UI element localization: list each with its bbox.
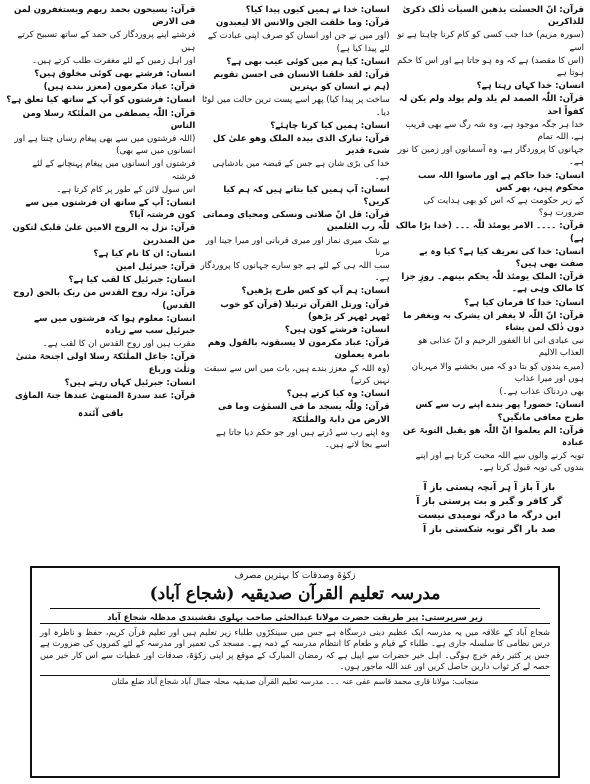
left-column-line: قرآن: جبرئیل امین [115,262,196,273]
left-column-line: انسان: معلوم ہوا کہ فرشتوں میں سے جبرئیل سب سے زیادہ [34,313,196,337]
right-column-line: قرآن: الم یعلموا انّ اللّٰہ ھو یقبل التوبۃ عن عبادہ [402,425,584,448]
poem-verse: باز آ باز آ ہر آنچہ ہستی باز آ [423,481,556,493]
left-column-line: انسان: جبرئیل کہاں رہتے ہیں؟ [64,377,196,388]
notice-footer: منجانب: مولانا قاری محمد قاسم عفی عنہ ۔۔۔ مدرسہ تعلیم القرآن صدیقیہ محلہ جمال آباد شجاع آباد ضلع ملتان [40,675,550,687]
poem-verse: گر کافر و گبر و بت پرستی باز آ [416,495,563,507]
left-column-line: انسان: فرشتے بھی کوئی مخلوق ہیں؟ [34,69,196,80]
right-column-line: کے زیر حکومت ہے کہ اس کو بھی ہدایت کی ضرورت ہو؟ [423,196,584,219]
right-column-line: انسان: خدا کا فرمان کیا ہے؟ [464,297,584,308]
middle-column-line: قرآن: وما خلقت الجن والانس الا لیعبدون [215,18,390,29]
middle-column-line: انسان: وہ کیا کرتے ہیں؟ [286,389,390,400]
left-column-line: قرآن: نزل بہ الروح الامین علیٰ قلبک لتکون من المنذرین [12,223,196,246]
middle-column-line: انسان: آپ ہمیں کیا بتاتے ہیں کہ ہم کیا کریں؟ [223,184,390,208]
right-column-line: قرآن: الملک یومئذ للّٰہ یحکم بینھم۔ روزِ جزا کا مالک وہی ہے۔ [401,272,584,295]
left-column-line: فرشتے اپنے پروردگار کی حمد کے ساتھ تسبیح کرتے ہیں [17,30,196,53]
continued-label: باقی آئندہ [77,409,124,420]
poem-verse: این درگہ ما درگہ نومیدی نیست [417,509,561,521]
left-column-line: (اللہ فرشتوں میں سے بھی پیغام رساں چنتا ہے اور انسانوں میں سے بھی) [14,134,196,157]
middle-column-line: قرآن: لقد خلقنا الانسان فی احسن تقویم (ہم نے انسان کو بہترین [213,70,390,93]
notice-title: مدرسہ تعلیم القرآن صدیقیہ (شجاع آباد) [50,582,540,609]
middle-column-line: (اور میں نے جن اور انسان کو صرف اپنی عبادت کے لئے پیدا کیا ہے) [207,31,390,54]
left-column-line: انسان: جبرئیل کا لقب کیا ہے؟ [68,275,196,286]
middle-column-line: قرآن: عباد مکرمون لا یسبقونہ بالقول وھم بامرہ یعملون [207,338,390,361]
left-column-line: قرآن: نزلہ روح القدس من ربک بالحق (روح القدس) [13,288,196,311]
middle-column-line: قرآن: ورتل القرآن ترتیلا (قرآن کو خوب ٹھہر ٹھہر کر پڑھو) [220,299,390,322]
notice-top-line: زکوٰۃ وصدقات کا بہترین مصرف [234,571,356,581]
left-column-line: اس سول لائن کے طور پر کام کرتا ہے۔ [56,184,196,195]
notice-body: شجاع آباد کے علاقہ میں یہ مدرسہ ایک عظیم دینی درسگاہ ہے جس میں سینکڑوں طلباء زیر تعلیم ہیں اور تعلیم قرآن کریم، حفظ و ناظرہ اور درس نظامی کا سلسلہ جاری ہے۔ طلباء کے قیام و طعام کا انتظام مدرسہ کے ذمہ ہے۔ مسجد کی تعمیر اور مدرسہ کے لئے کمروں کی ضرورت ہے جس پر کثیر رقم خرچ ہوگی۔ اہل خیر حضرات سے اپیل ہے کہ رمضان المبارک کے موقع پر اپنی زکوٰۃ، صدقات اور عطیات سے اس کار خیر میں حصہ لے کر ثواب دارین حاصل کریں اور عند اللہ ماجور ہوں۔ [40,627,550,671]
left-column-line: مقرب ہیں اور روح القدس ان کا لقب ہے۔ [42,339,196,350]
middle-column-line: انسان: کیا ہم میں کوئی عیب بھی ہے؟ [226,56,390,67]
middle-column-line: ساخت پر پیدا کیا) پھر اسے پست ترین حالت میں لوٹا دیا۔ [202,95,390,118]
middle-column-line: قرآن: قل انّ صلاتی ونسکی ومحیای ومماتی للّٰہ رب العٰلمین [202,210,390,233]
middle-column-line: انسان: فرشتے کون ہیں؟ [284,325,390,336]
article-columns [6,4,584,564]
persian-poem [395,481,584,537]
middle-column-line: انسان: خدا نے ہمیں کیوں پیدا کیا؟ [245,5,390,15]
column-left [6,4,195,564]
middle-column-line: سب اللہ ہی کے لئے ہے جو سارے جہانوں کا پروردگار ہے۔ [200,261,390,284]
left-column-line: قرآن: جاعل الملٰئکۃ رسلا اولی اجنحۃ مثنیٰ وثلٰث ورباع [15,352,196,375]
left-column-line: قرآن: عباد مکرمون (معزز بندے ہیں) [43,82,196,93]
right-column-line: توبہ کرنے والوں سے اللہ محبت کرتا ہے اور اپنے بندوں کی توبہ قبول کرتا ہے۔ [415,451,584,474]
right-column-line: نبی عبادی انی انا الغفور الرحیم و انّ عذابی ھو العذاب الالیم [418,336,584,359]
left-column-line: قرآن: عند سدرۃ المنتھیٰ عندھا جنۃ الماوٰی [15,391,196,402]
column-right [395,4,584,564]
middle-column-line: قرآن: وللّٰہ یسجد ما فی السمٰوٰت وما فی الارض من دابۃ والملٰئکۃ [218,402,390,425]
right-column-line: (اس کا مقصد) ہے کہ وہ ہو جاتا ہے اور اس کا حکم ہوتا ہے [397,55,584,79]
poem-verse: صد بار اگر توبہ شکستی باز آ [423,523,556,535]
left-column-line: فرشتوں اور انسانوں میں پیغام پہنچانے کے لئے فرشتہ [32,159,196,182]
right-column-line: انسان: حضور! پھر بندے اپنے رب سے کس طرح معافی مانگیں؟ [415,400,584,423]
left-column-line: اور اہل زمین کے لئے مغفرت طلب کرتے ہیں۔ [32,55,196,66]
right-column-line: جہانوں کا پروردگار ہے، وہ آسمانوں اور زمین کا نور ہے۔ [397,145,584,168]
right-column-line: قرآن: انّ الحسنٰت یذھبن السیاٰت ذٰلک ذکریٰ للذاکرین [402,5,584,28]
middle-column-line: قرآن: تبارک الذی بیدہ الملک وھو علیٰ کل شیء قدیر [212,134,390,157]
left-column-line: انسان: ان کا نام کیا ہے؟ [93,248,196,259]
right-column-line: قرآن: اللّٰہ الصمد لم یلد ولم یولد ولم یکن لہ کفواً احد [398,94,584,117]
right-column-line: انسان: خدا کہاں رہتا ہے؟ [476,81,584,92]
right-column-line: خدا ہر جگہ موجود ہے، وہ شہ رگ سے بھی قریب ہے، اللہ تمام [405,119,584,143]
left-column-line: انسان: آپ کے ساتھ ان فرشتوں میں سے کون فرشتہ آیا؟ [25,198,196,221]
left-column-line: انسان: فرشتوں کو آپ کے ساتھ کیا تعلق ہے؟ [6,95,196,106]
donation-notice-box [30,566,560,778]
right-column-line: قرآن: انّ اللّٰہ لا یغفر ان یشرک بہ ویغفر ما دون ذٰلک لمن یشاء [403,310,584,334]
right-column-line: انسان: خدا حاکم ہے اور ماسوا اللہ سب محکوم ہیں، پھر کس [417,170,584,193]
left-column-line: قرآن: یسبحون بحمد ربھم ویستغفرون لمن فی الارض [13,5,196,28]
left-column-line: قرآن: اللّٰہ یصطفی من الملٰئکۃ رسلا ومن الناس [22,108,196,131]
right-column-line: (میرے بندوں کو بتا دو کہ میں بخشنے والا مہربان ہوں اور میرا عذاب [411,361,584,384]
middle-column-line: خدا کی بڑی شان ہے جس کے قبضہ میں بادشاہی ہے۔ [212,159,390,182]
right-column-line: بھی دردناک عذاب ہے۔) [499,387,584,398]
right-column-line: قرآن: ۔۔۔۔ الامر یومئذ للّٰہ ۔۔۔ (خدا بڑا مالک ہے) [395,221,584,244]
middle-column-line: انسان: ہمیں کیا کرنا چاہئے؟ [270,120,390,131]
middle-column-line: وہ اپنے رب سے ڈرتے ہیں اور جو حکم دیا جاتا ہے اسے بجا لاتے ہیں۔ [215,427,390,450]
right-column-line: (سورہ مریم) خدا جب کسی کو کام کرنا چاہتا ہے تو اسے [397,30,584,53]
middle-column-line: بے شک میری نماز اور میری قربانی اور میرا جینا اور مرنا [205,235,390,258]
notice-patron: زیر سرپرستی: پیر طریقت حضرت مولانا عبدالحئی صاحب بہلوی نقشبندی مدظلہ شجاع آباد [40,611,550,624]
right-column-line: انسان: خدا کی تعریف کیا ہے؟ کیا وہ بے صفت بھی ہیں؟ [419,246,584,270]
middle-column-line: (وہ اللہ کے معزز بندے ہیں، بات میں اس سے سبقت نہیں کرتے) [204,363,390,386]
column-middle [200,4,389,564]
middle-column-line: انسان: ہم آپ کو کس طرح پڑھیں؟ [241,286,390,297]
